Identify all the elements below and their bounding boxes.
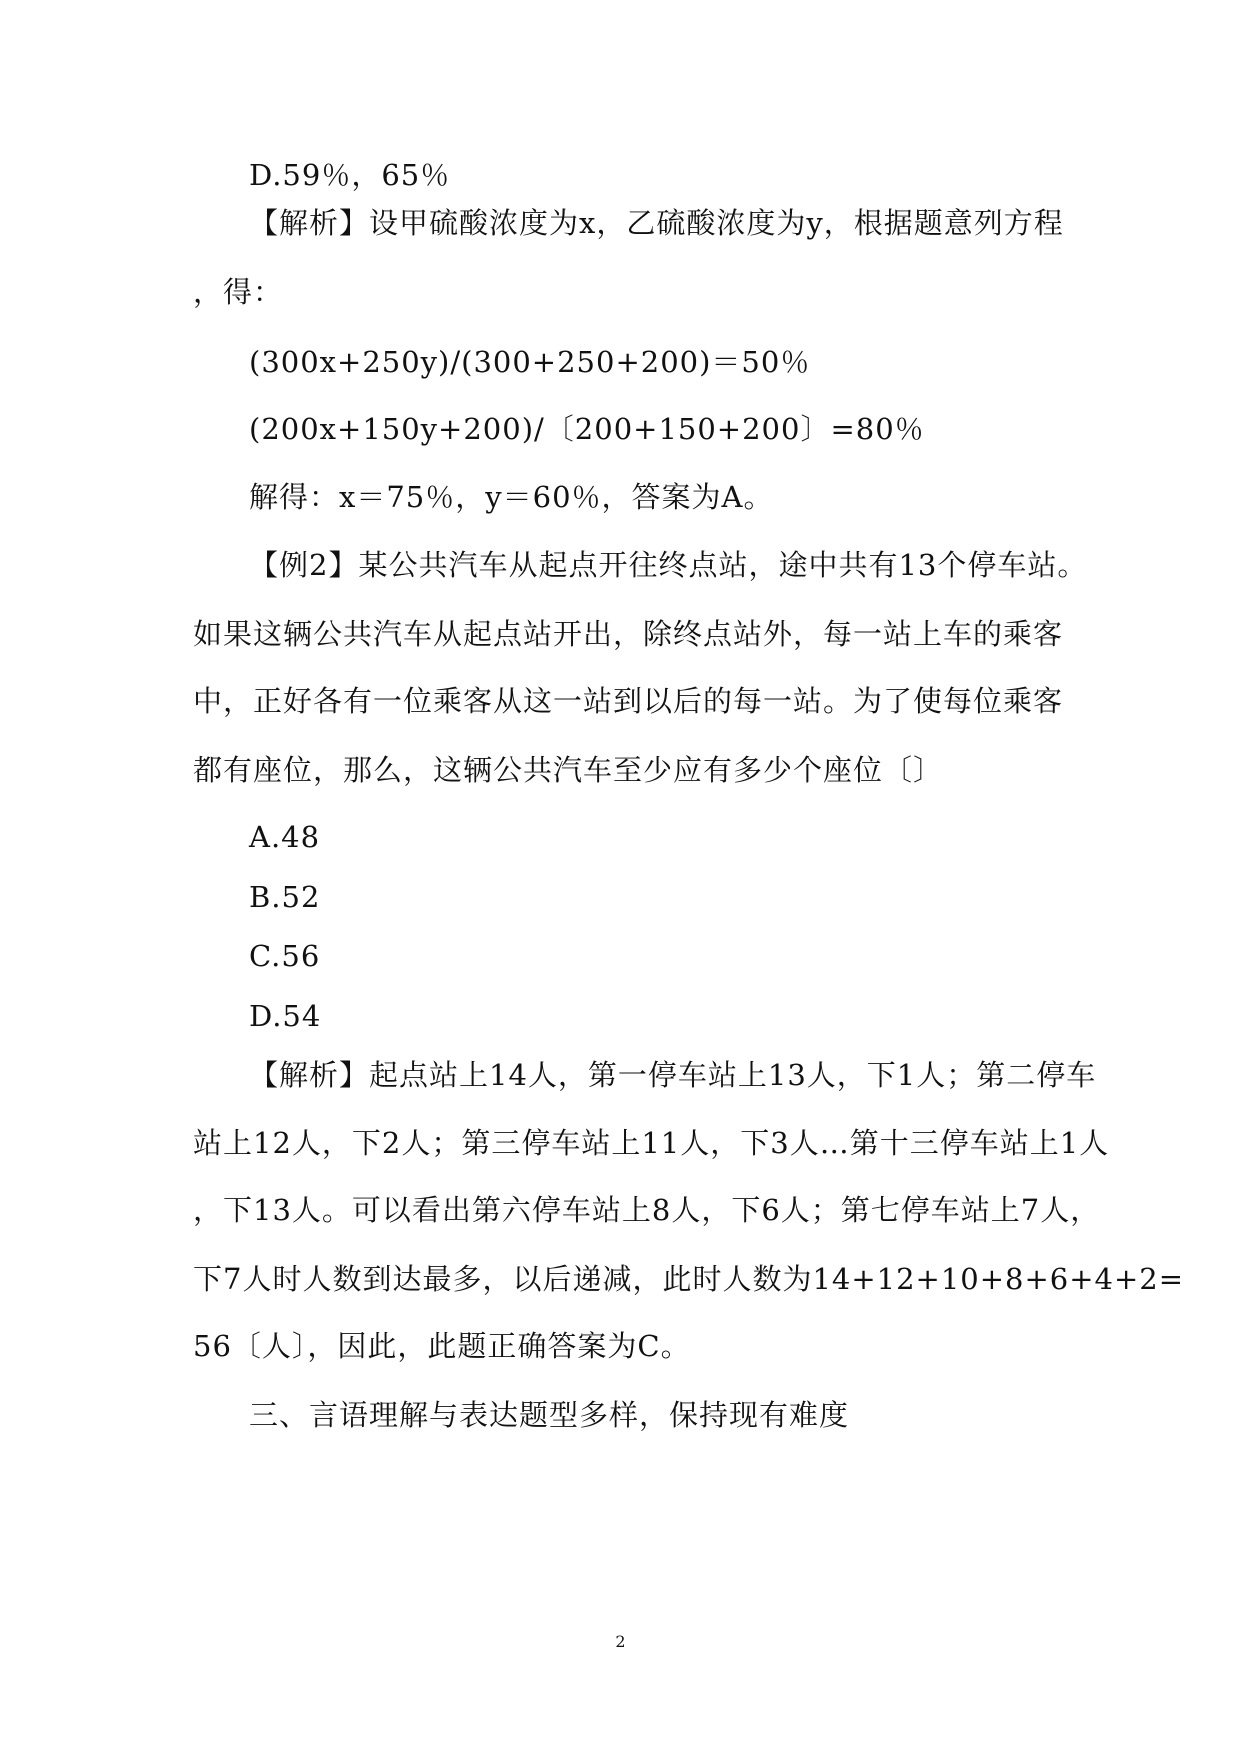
example-2-line-2: 如果这辆公共汽车从起点站开出，除终点站外，每一站上车的乘客	[193, 617, 1064, 651]
example-2-line-4: 都有座位，那么，这辆公共汽车至少应有多少个座位〔〕	[193, 753, 944, 787]
equation-1: (300x+250y)/(300+250+200)＝50％	[249, 345, 811, 379]
option-d: D.54	[249, 999, 322, 1033]
option-c: C.56	[249, 939, 321, 973]
example-2-line-3: 中，正好各有一位乘客从这一站到以后的每一站。为了使每位乘客	[193, 684, 1064, 718]
analysis-2-line-2: 站上12人，下2人；第三停车站上11人，下3人…第十三停车站上1人	[193, 1126, 1110, 1160]
analysis-2-line-3: ，下13人。可以看出第六停车站上8人，下6人；第七停车站上7人，	[193, 1193, 1101, 1227]
page-number: 2	[615, 1632, 626, 1651]
analysis-2-line-1: 【解析】起点站上14人，第一停车站上13人，下1人；第二停车	[249, 1058, 1097, 1092]
option-a: A.48	[249, 820, 321, 854]
example-2-line-1: 【例2】某公共汽车从起点开往终点站，途中共有13个停车站。	[249, 548, 1088, 582]
analysis-2-line-5: 56〔人〕，因此，此题正确答案为C。	[193, 1329, 691, 1363]
option-d-59-65: D.59％，65％	[249, 158, 451, 192]
equation-2: (200x+150y+200)/〔200+150+200〕=80％	[249, 412, 925, 446]
analysis-line-2: ，得：	[193, 275, 284, 309]
analysis-2-line-4: 下7人时人数到达最多，以后递减，此时人数为14+12+10+8+6+4+2=	[193, 1262, 1185, 1296]
option-b: B.52	[249, 880, 321, 914]
solution-line: 解得：x＝75％，y＝60％，答案为A。	[249, 480, 774, 514]
section-heading-verbal: 三、言语理解与表达题型多样，保持现有难度	[249, 1398, 850, 1432]
analysis-line-1: 【解析】设甲硫酸浓度为x，乙硫酸浓度为y，根据题意列方程	[249, 206, 1064, 240]
